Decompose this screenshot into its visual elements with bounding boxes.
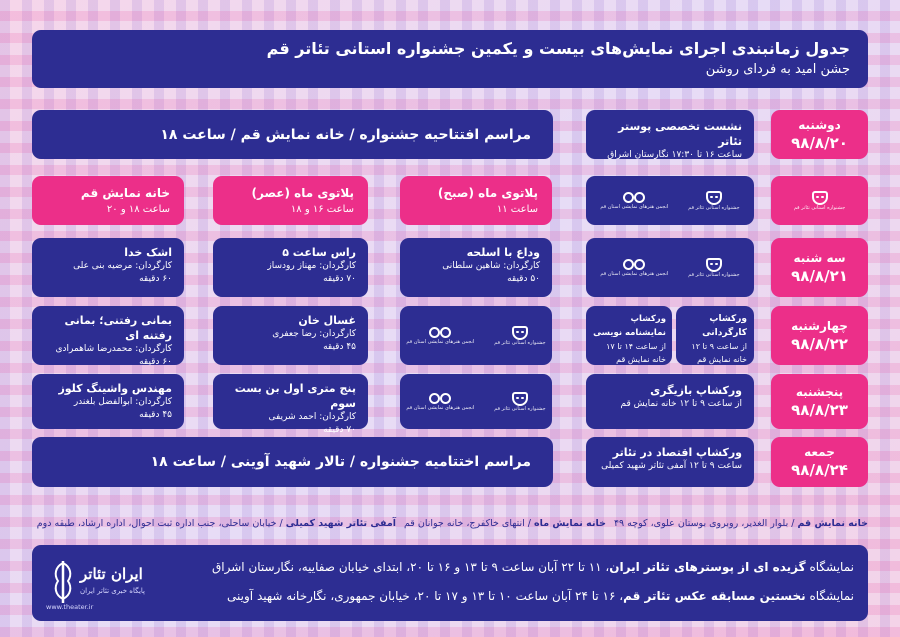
association-logo: انجمن هنرهای نمایشی استان قم	[406, 327, 474, 345]
faces-icon	[429, 327, 451, 339]
theater-mask-icon	[812, 191, 828, 205]
day-thursday	[771, 374, 868, 429]
workshop-place: خانه نمایش قم	[616, 355, 666, 364]
show-duration: ۵۰ دقیقه	[507, 274, 540, 284]
show-title: غسال خان	[298, 314, 356, 327]
session-detail: ساعت ۱۶ تا ۱۷:۳۰ نگارستان اشراق	[607, 150, 742, 160]
show-director: کارگردان: مهناز رودساز	[267, 261, 356, 271]
venue-header-house	[32, 176, 184, 225]
schedule-header	[32, 30, 868, 88]
day-tuesday	[771, 238, 868, 297]
venue-name: خانه نمایش قم	[80, 186, 170, 200]
show-card	[213, 238, 368, 297]
brand-url: www.theater.ir	[46, 603, 94, 611]
logos-box	[400, 374, 552, 429]
workshop-title: ورکشاپ اقتصاد در تئاتر	[612, 446, 742, 459]
day-date: ۹۸/۸/۲۱	[791, 266, 848, 285]
session-title: نشست تخصصی پوستر تئاتر	[618, 120, 742, 148]
show-duration: ۷۰ دقیقه	[323, 425, 356, 435]
day-name: جمعه	[804, 445, 835, 459]
show-card	[213, 306, 368, 365]
association-logo: انجمن هنرهای نمایشی استان قم	[600, 259, 668, 277]
show-title: راس ساعت ۵	[282, 246, 356, 259]
faces-icon	[429, 393, 451, 405]
show-duration: ۶۰ دقیقه	[139, 357, 172, 367]
day-wednesday	[771, 306, 868, 365]
faces-icon	[623, 259, 645, 271]
closing-text: مراسم اختتامیه جشنواره / تالار شهید آوینی / ساعت ۱۸	[150, 454, 531, 470]
exhibition-line: نمایشگاه گزیده ای از پوسترهای تئاتر ایران، ۱۱ تا ۲۲ آبان ساعت ۹ تا ۱۳ و ۱۶ تا ۲۰، ابتدای خیابان صفاییه، نگارستان اشراق	[211, 560, 854, 574]
workshop-economy	[586, 437, 754, 487]
day-friday	[771, 437, 868, 487]
day-name: دوشنبه	[798, 117, 841, 132]
page-subtitle: جشن امید به فردای روشن	[705, 62, 850, 77]
theater-mask-icon	[512, 392, 528, 406]
show-director: کارگردان: مرضیه بنی علی	[73, 261, 172, 271]
festival-logo: جشنواره استانی تئاتر قم	[794, 191, 845, 211]
show-title: بمانی رفتنی؛ بمانی رفتنه ای	[64, 314, 172, 342]
exhibitions-box	[32, 545, 868, 621]
workshop-time: از ساعت ۱۴ تا ۱۷	[606, 342, 666, 351]
venue-header-afternoon	[213, 176, 368, 225]
theater-mask-icon	[706, 258, 722, 272]
show-card	[32, 238, 184, 297]
festival-logo: جشنواره استانی تئاتر قم	[494, 392, 545, 412]
faces-icon	[623, 192, 645, 204]
show-duration: ۴۵ دقیقه	[139, 410, 172, 420]
show-title: وداع با اسلحه	[466, 246, 540, 259]
brand-subtitle: پایگاه خبری تئاتر ایران	[80, 587, 145, 595]
show-card	[213, 374, 368, 435]
logos-box	[586, 238, 754, 297]
workshop-title: ورکشاپ بازیگری	[650, 384, 742, 397]
show-title: پنج متری اول بن بست سوم	[234, 382, 356, 410]
show-title: مهندس واشینگ کلوز	[58, 382, 172, 395]
day-date: ۹۸/۸/۲۴	[791, 461, 848, 479]
iran-theater-logo	[46, 555, 156, 611]
festival-logo: جشنواره استانی تئاتر قم	[688, 258, 739, 278]
venue-name: پلاتوی ماه (عصر)	[251, 186, 354, 200]
opening-text: مراسم افتتاحیه جشنواره / خانه نمایش قم / ساعت ۱۸	[160, 126, 531, 143]
address-item: خانه نمایش ماه / انتهای خاکفرج، خانه جوانان قم	[403, 517, 606, 529]
venue-time: ساعت ۱۱	[496, 204, 538, 215]
flag-emblem-icon	[50, 559, 76, 605]
show-director: کارگردان: احمد شریفی	[268, 412, 356, 422]
day-date: ۹۸/۸/۲۰	[791, 133, 848, 152]
festival-logo: جشنواره استانی تئاتر قم	[688, 191, 739, 211]
venue-header-morning	[400, 176, 552, 225]
workshop-time: از ساعت ۹ تا ۱۲	[691, 342, 747, 351]
workshop-place: خانه نمایش قم	[697, 355, 747, 364]
closing-ceremony	[32, 437, 553, 487]
address-item: آمفی تئاتر شهید کمیلی / خیابان ساحلی، جنب اداره ثبت احوال، اداره ارشاد، طبقه دوم	[36, 517, 396, 529]
venue-time: ساعت ۱۸ و ۲۰	[106, 204, 170, 215]
workshop-detail: ساعت ۹ تا ۱۲ آمفی تئاتر شهید کمیلی	[601, 461, 742, 471]
venue-time: ساعت ۱۶ و ۱۸	[290, 204, 354, 215]
day-name: چهارشنبه	[791, 318, 848, 333]
workshop-title: ورکشاپ نمایشنامه نویسی	[593, 314, 666, 338]
workshop-acting	[586, 374, 754, 429]
address-item: خانه نمایش قم / بلوار الغدیر، روبروی بوستان علوی، کوچه ۴۹	[613, 517, 868, 529]
show-director: کارگردان: شاهین سلطانی	[442, 261, 540, 271]
workshop-playwriting	[586, 306, 672, 365]
show-duration: ۶۰ دقیقه	[139, 274, 172, 284]
day-name: سه شنبه	[793, 250, 846, 265]
show-card	[400, 238, 552, 297]
day-date: ۹۸/۸/۲۳	[791, 400, 848, 419]
workshop-title: ورکشاپ کارگردانی	[702, 314, 747, 338]
show-card	[32, 374, 184, 429]
poster-session	[586, 110, 754, 159]
workshop-detail: از ساعت ۹ تا ۱۲ خانه نمایش قم	[620, 399, 742, 409]
day-logo-box	[771, 176, 868, 225]
workshop-directing	[676, 306, 754, 365]
day-date: ۹۸/۸/۲۲	[791, 334, 848, 353]
venue-name: پلاتوی ماه (صبح)	[437, 186, 538, 200]
theater-mask-icon	[512, 326, 528, 340]
logos-box	[586, 176, 754, 225]
show-director: کارگردان: ابوالفضل بلغندر	[73, 397, 172, 407]
page-title: جدول زمانبندی اجرای نمایش‌های بیست و یکمین جشنواره استانی تئاتر قم	[266, 39, 850, 58]
show-director: کارگردان: محمدرضا شاهمرادی	[55, 344, 172, 354]
venue-addresses	[32, 512, 868, 534]
logos-box	[400, 306, 552, 365]
opening-ceremony	[32, 110, 553, 159]
day-monday	[771, 110, 868, 159]
show-duration: ۷۰ دقیقه	[323, 274, 356, 284]
brand-name: ایران تئاتر	[80, 565, 143, 583]
theater-mask-icon	[706, 191, 722, 205]
day-name: پنجشنبه	[795, 384, 844, 399]
exhibition-line: نمایشگاه نخستین مسابقه عکس تئاتر قم، ۱۶ تا ۲۴ آبان ساعت ۱۰ تا ۱۳ و ۱۷ تا ۲۰، خیابان جمهوری، نگارخانه شهید آوینی	[227, 589, 854, 603]
show-director: کارگردان: رضا جعفری	[272, 329, 356, 339]
association-logo: انجمن هنرهای نمایشی استان قم	[600, 192, 668, 210]
show-duration: ۴۵ دقیقه	[323, 342, 356, 352]
show-title: اشک خدا	[124, 246, 172, 259]
association-logo: انجمن هنرهای نمایشی استان قم	[406, 393, 474, 411]
festival-logo: جشنواره استانی تئاتر قم	[494, 326, 545, 346]
show-card	[32, 306, 184, 365]
